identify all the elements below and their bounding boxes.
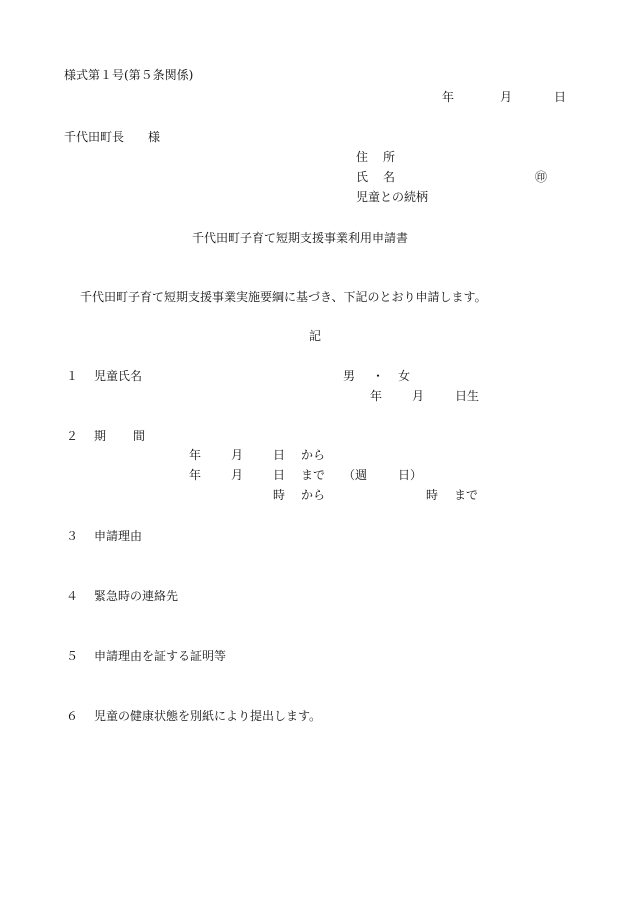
date-month-label: 月 xyxy=(500,90,513,104)
date-day-label: 日 xyxy=(554,90,567,104)
period-to-day: 日 xyxy=(273,468,286,482)
form-number: 様式第１号(第５条関係) xyxy=(64,68,194,82)
time-from-hour: 時 xyxy=(273,488,286,502)
item-number-5: ５ xyxy=(66,649,79,663)
birth-year-label: 年 xyxy=(370,389,383,403)
time-from-suffix: から xyxy=(301,488,326,502)
week-paren-close: 日） xyxy=(398,468,423,482)
birth-day-label: 日生 xyxy=(455,389,480,403)
time-to-hour: 時 xyxy=(426,488,439,502)
period-to-month: 月 xyxy=(231,468,244,482)
item-number-1: １ xyxy=(66,369,79,383)
gender-female: 女 xyxy=(398,369,411,383)
addressee-honorific: 様 xyxy=(148,130,161,144)
period-from-year: 年 xyxy=(189,448,202,462)
period-from-suffix: から xyxy=(301,448,326,462)
emergency-contact-label: 緊急時の連絡先 xyxy=(94,589,179,603)
name-label-2: 名 xyxy=(383,170,396,184)
item-number-4: ４ xyxy=(66,589,79,603)
period-to-year: 年 xyxy=(189,468,202,482)
time-to-suffix: まで xyxy=(454,488,479,502)
address-label-1: 住 xyxy=(356,150,369,164)
name-label-1: 氏 xyxy=(356,170,369,184)
proof-label: 申請理由を証する証明等 xyxy=(94,649,227,663)
period-label-1: 期 xyxy=(94,429,107,443)
child-name-label: 児童氏名 xyxy=(94,369,143,383)
address-label-2: 所 xyxy=(383,150,396,164)
addressee: 千代田町長 xyxy=(64,130,125,144)
relationship-label: 児童との続柄 xyxy=(356,190,429,204)
reason-label: 申請理由 xyxy=(94,529,143,543)
period-to-suffix: まで xyxy=(301,468,326,482)
gender-separator: ・ xyxy=(372,369,385,383)
document-title: 千代田町子育て短期支援事業利用申請書 xyxy=(192,231,409,245)
period-from-day: 日 xyxy=(273,448,286,462)
period-label-2: 間 xyxy=(133,429,146,443)
date-year-label: 年 xyxy=(442,90,455,104)
period-from-month: 月 xyxy=(231,448,244,462)
health-statement: 児童の健康状態を別紙により提出します。 xyxy=(94,709,322,723)
gender-male: 男 xyxy=(343,369,356,383)
birth-month-label: 月 xyxy=(412,389,425,403)
ki-label: 記 xyxy=(309,329,322,343)
item-number-2: ２ xyxy=(66,429,79,443)
seal-icon: ㊞ xyxy=(535,170,548,184)
item-number-6: ６ xyxy=(66,709,79,723)
intro-text: 千代田町子育て短期支援事業実施要綱に基づき、下記のとおり申請します。 xyxy=(80,290,487,304)
item-number-3: ３ xyxy=(66,529,79,543)
week-paren-open: （週 xyxy=(343,468,368,482)
